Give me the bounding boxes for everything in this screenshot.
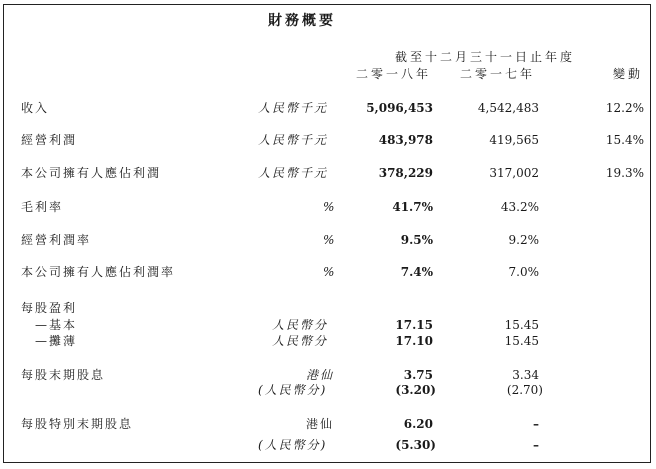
row-unit: % — [323, 200, 335, 214]
value-change: 19.3% — [605, 166, 644, 180]
col-header-change: 變動 — [613, 67, 644, 81]
value-2017: 4,542,483 — [477, 101, 539, 115]
eps-basic-2017: 15.45 — [504, 318, 539, 332]
dividend-unit-rmb: (人民幣分) — [258, 383, 328, 397]
row-unit: % — [323, 233, 335, 247]
special-dividend-hk-2017: – — [533, 417, 539, 431]
row-label: 收入 — [21, 101, 50, 115]
dividend-label: 每股末期股息 — [21, 368, 106, 382]
value-change: 12.2% — [605, 101, 644, 115]
value-2018: 483,978 — [378, 133, 433, 147]
dividend-rmb-2018: (3.20) — [395, 383, 436, 397]
row-label: 本公司擁有人應佔利潤率 — [21, 265, 176, 279]
row-label: 經營利潤率 — [21, 233, 92, 247]
value-2018: 9.5% — [400, 233, 433, 247]
row-label: 經營利潤 — [21, 133, 78, 147]
value-2017: 419,565 — [489, 133, 539, 147]
value-2018: 41.7% — [392, 200, 433, 214]
eps-label: 每股盈利 — [21, 301, 78, 315]
row-unit: 人民幣千元 — [258, 166, 329, 180]
value-change: 15.4% — [605, 133, 644, 147]
special-dividend-unit-hk: 港仙 — [306, 417, 335, 431]
dividend-rmb-2017: (2.70) — [506, 383, 543, 397]
eps-diluted-2018: 17.10 — [395, 334, 433, 348]
value-2018: 5,096,453 — [366, 101, 433, 115]
eps-diluted-label: —攤薄 — [35, 334, 78, 348]
col-header-2017: 二零一七年 — [460, 67, 536, 81]
special-dividend-rmb-2018: (5.30) — [395, 438, 436, 452]
row-unit: % — [323, 265, 335, 279]
value-2017: 7.0% — [508, 265, 539, 279]
eps-basic-2018: 17.15 — [395, 318, 433, 332]
eps-basic-label: —基本 — [35, 318, 78, 332]
row-label: 毛利率 — [21, 200, 64, 214]
value-2018: 378,229 — [378, 166, 433, 180]
row-unit: 人民幣千元 — [258, 133, 329, 147]
eps-diluted-unit: 人民幣分 — [272, 334, 329, 348]
value-2017: 317,002 — [489, 166, 539, 180]
value-2017: 43.2% — [500, 200, 539, 214]
special-dividend-label: 每股特別末期股息 — [21, 417, 134, 431]
special-dividend-rmb-2017: – — [533, 438, 539, 452]
dividend-hk-2018: 3.75 — [403, 368, 433, 382]
period-header: 截至十二月三十一日止年度 — [395, 50, 576, 64]
row-label: 本公司擁有人應佔利潤 — [21, 166, 162, 180]
eps-basic-unit: 人民幣分 — [272, 318, 329, 332]
special-dividend-unit-rmb: (人民幣分) — [258, 438, 328, 452]
value-2017: 9.2% — [508, 233, 539, 247]
eps-diluted-2017: 15.45 — [504, 334, 539, 348]
value-2018: 7.4% — [400, 265, 433, 279]
dividend-hk-2017: 3.34 — [512, 368, 539, 382]
col-header-2018: 二零一八年 — [356, 67, 432, 81]
page-title: 財務概要 — [268, 13, 336, 29]
dividend-unit-hk: 港仙 — [306, 368, 335, 382]
special-dividend-hk-2018: 6.20 — [403, 417, 433, 431]
row-unit: 人民幣千元 — [258, 101, 329, 115]
